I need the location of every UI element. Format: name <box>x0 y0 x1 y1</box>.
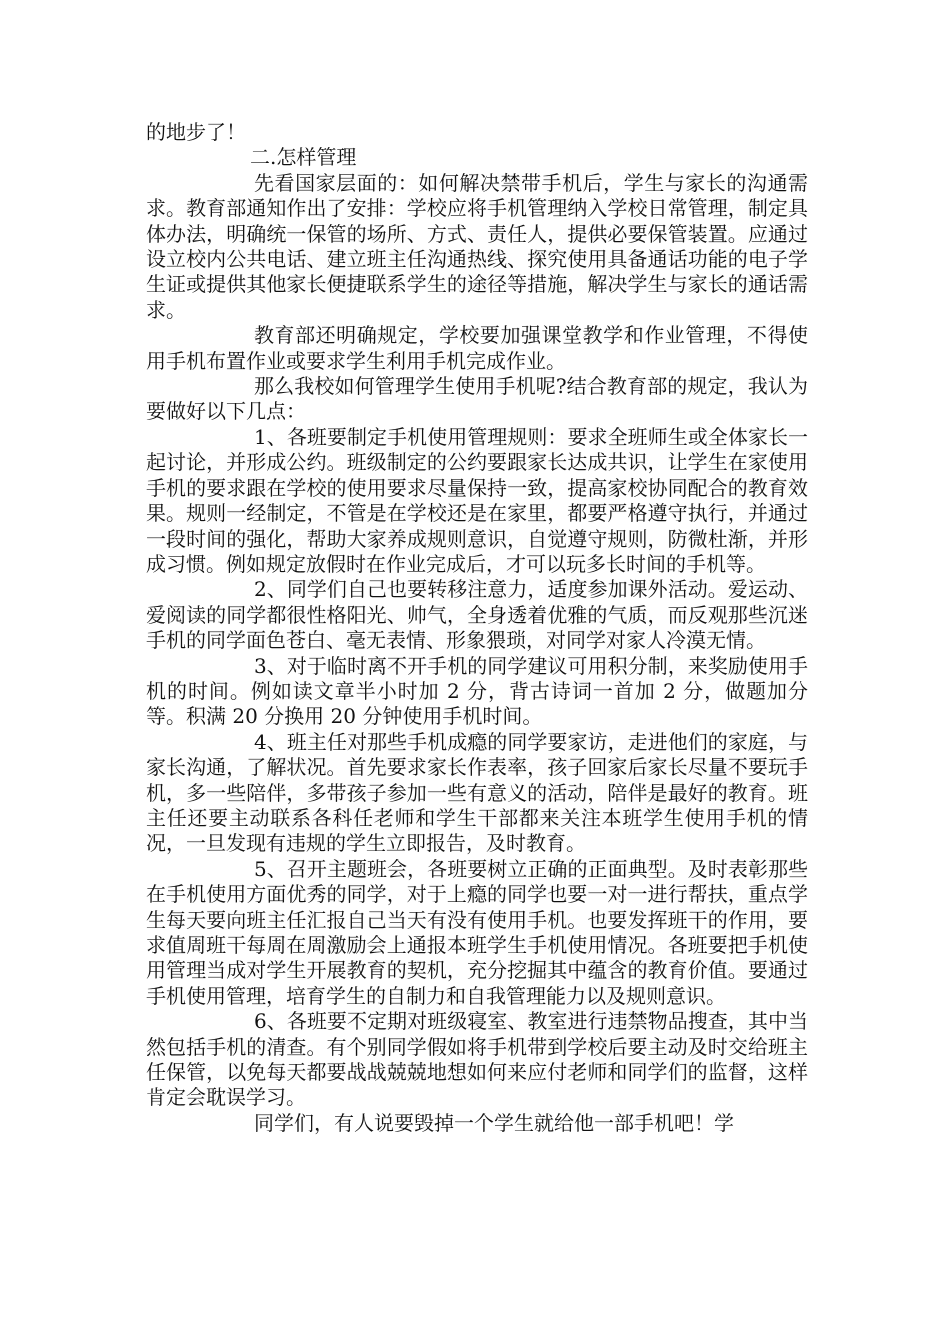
paragraph-ministry-rule: 教育部还明确规定，学校要加强课堂教学和作业管理，不得使用手机布置作业或要求学生利用手机完成作业。 <box>146 323 808 373</box>
paragraph-national-level: 先看国家层面的：如何解决禁带手机后，学生与家长的沟通需求。教育部通知作出了安排：学校应将手机管理纳入学校日常管理，制定具体办法，明确统一保管的场所、方式、责任人，提供必要保管装置。应通过设立校内公共电话、建立班主任沟通热线、探究使用具备通话功能的电子学生证或提供其他家长便捷联系学生的途径等措施，解决学生与家长的通话需求。 <box>146 170 808 322</box>
section-heading: 二.怎样管理 <box>250 145 357 170</box>
paragraph-school-intro: 那么我校如何管理学生使用手机呢?结合教育部的规定，我认为要做好以下几点： <box>146 374 808 424</box>
paragraph-closing: 同学们，有人说要毁掉一个学生就给他一部手机吧！学 <box>254 1110 734 1135</box>
paragraph-point-4: 4、班主任对那些手机成瘾的同学要家访，走进他们的家庭，与家长沟通，了解状况。首先要求家长作表率，孩子回家后家长尽量不要玩手机，多一些陪伴，多带孩子参加一些有意义的活动，陪伴是最好的教育。班主任还要主动联系各科任老师和学生干部都来关注本班学生使用手机的情况，一旦发现有违规的学生立即报告，及时教育。 <box>146 729 808 856</box>
paragraph-point-3: 3、对于临时离不开手机的同学建议可用积分制，来奖励使用手机的时间。例如读文章半小时加 2 分，背古诗词一首加 2 分，做题加分等。积满 20 分换用 20 分钟使用手机时间。 <box>146 653 808 729</box>
paragraph-point-2: 2、同学们自己也要转移注意力，适度参加课外活动。爱运动、爱阅读的同学都很性格阳光、帅气，全身透着优雅的气质，而反观那些沉迷手机的同学面色苍白、毫无表情、形象猥琐，对同学对家人冷漠无情。 <box>146 577 808 653</box>
paragraph-point-6: 6、各班要不定期对班级寝室、教室进行违禁物品搜查，其中当然包括手机的清查。有个别同学假如将手机带到学校后要主动及时交给班主任保管，以免每天都要战战兢兢地想如何来应付老师和同学们的监督，这样肯定会耽误学习。 <box>146 1009 808 1110</box>
paragraph-continuation: 的地步了！ <box>146 120 246 144</box>
paragraph-point-1: 1、各班要制定手机使用管理规则：要求全班师生或全体家长一起讨论，并形成公约。班级制定的公约要跟家长达成共识，让学生在家使用手机的要求跟在学校的使用要求尽量保持一致，提高家校协同配合的教育效果。规则一经制定，不管是在学校还是在家里，都要严格遵守执行，并通过一段时间的强化，帮助大家养成规则意识，自觉遵守规则，防微杜渐，并形成习惯。例如规定放假时在作业完成后，才可以玩多长时间的手机等。 <box>146 424 808 576</box>
document-body <box>146 120 808 1136</box>
paragraph-point-5: 5、召开主题班会，各班要树立正确的正面典型。及时表彰那些在手机使用方面优秀的同学，对于上瘾的同学也要一对一进行帮扶，重点学生每天要向班主任汇报自己当天有没有使用手机。也要发挥班干的作用，要求值周班干每周在周激励会上通报本班学生手机使用情况。各班要把手机使用管理当成对学生开展教育的契机，充分挖掘其中蕴含的教育价值。要通过手机使用管理，培育学生的自制力和自我管理能力以及规则意识。 <box>146 856 808 1008</box>
